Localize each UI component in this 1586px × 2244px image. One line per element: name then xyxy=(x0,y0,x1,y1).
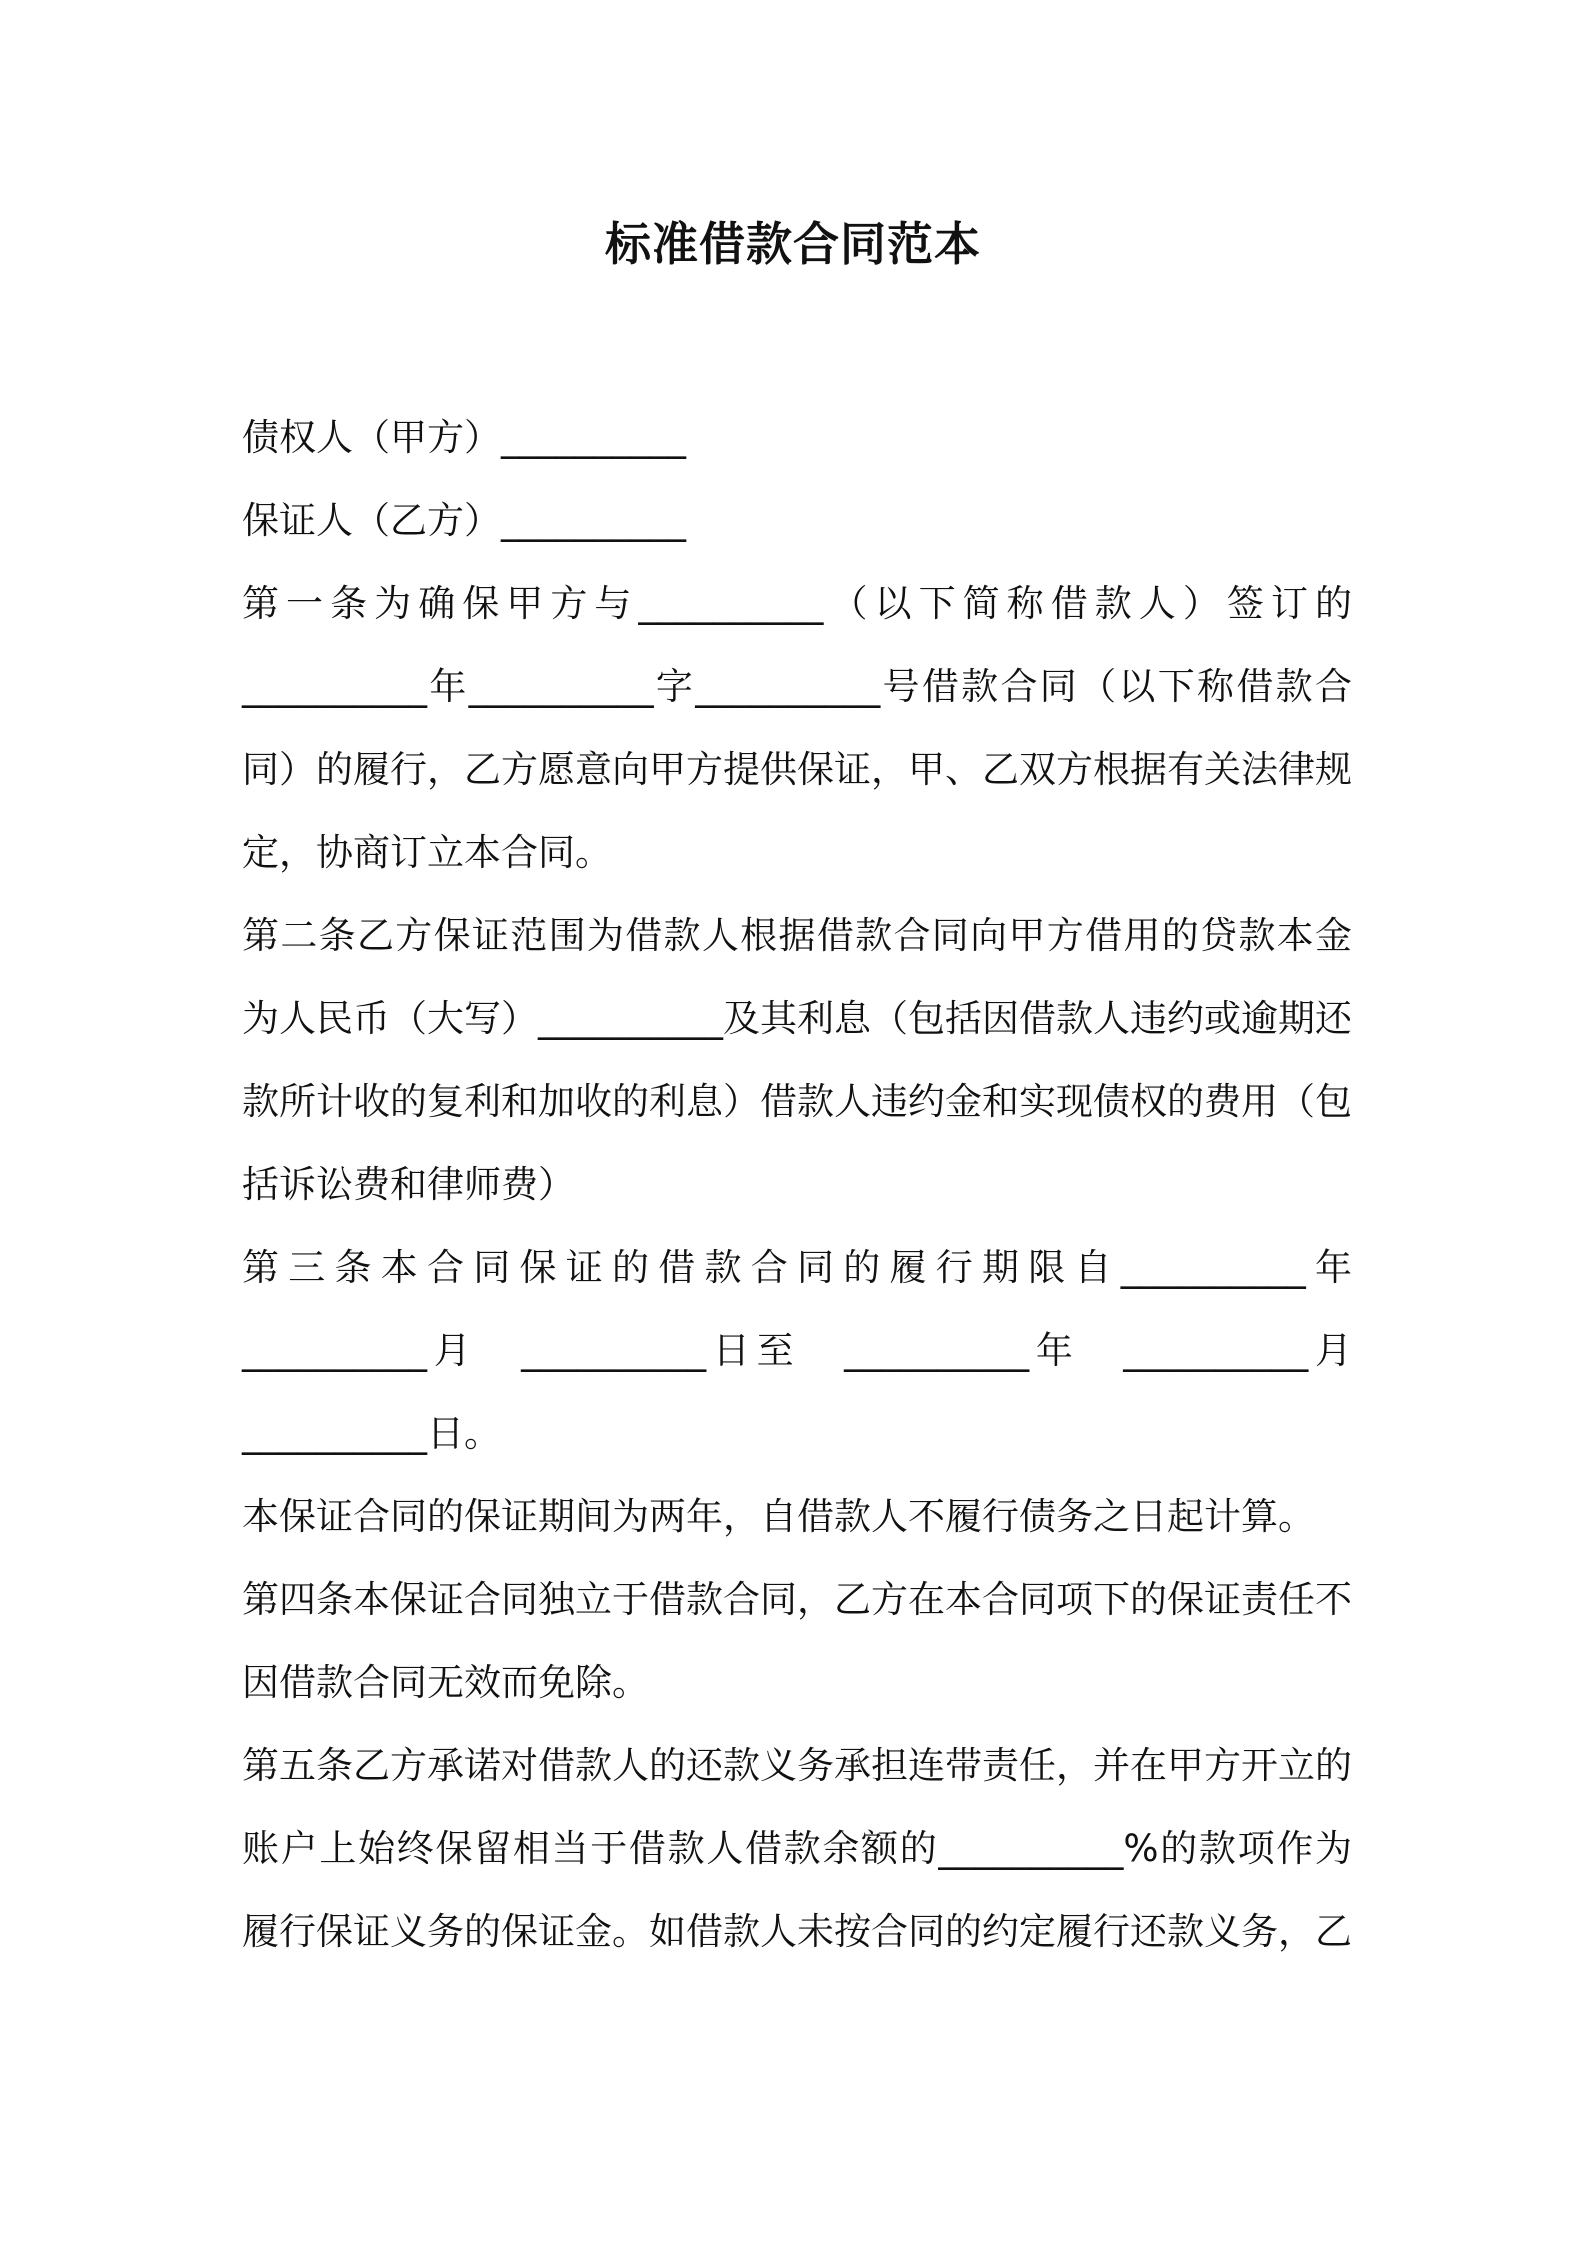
clause-5-line-3: 履行保证义务的保证金。如借款人未按合同的约定履行还款义务，乙 xyxy=(242,1910,1352,1953)
clause-1-line-2: __________年__________字__________号借款合同（以下称借款合 xyxy=(242,665,1352,708)
clause-2-line-1: 第二条乙方保证范围为借款人根据借款合同向甲方借用的贷款本金 xyxy=(242,914,1352,957)
clause-1-line-3: 同）的履行，乙方愿意向甲方提供保证，甲、乙双方根据有关法律规 xyxy=(242,748,1352,791)
creditor-line: 债权人（甲方）__________ xyxy=(242,416,686,459)
clause-5-line-2: 账户上始终保留相当于借款人借款余额的__________%的款项作为 xyxy=(242,1827,1352,1870)
clause-4-line-1: 第四条本保证合同独立于借款合同，乙方在本合同项下的保证责任不 xyxy=(242,1578,1352,1621)
guarantee-period-line: 本保证合同的保证期间为两年，自借款人不履行债务之日起计算。 xyxy=(242,1495,1315,1538)
document-title: 标准借款合同范本 xyxy=(605,217,981,271)
clause-4-line-2: 因借款合同无效而免除。 xyxy=(242,1661,649,1704)
clause-2-line-2: 为人民币（大写）__________及其利息（包括因借款人违约或逾期还 xyxy=(242,997,1352,1040)
clause-2-line-3: 款所计收的复利和加收的利息）借款人违约金和实现债权的费用（包 xyxy=(242,1080,1352,1123)
clause-1-line-1: 第一条为确保甲方与__________（以下简称借款人）签订的 xyxy=(242,582,1352,625)
guarantor-line: 保证人（乙方）__________ xyxy=(242,499,686,542)
clause-5-line-1: 第五条乙方承诺对借款人的还款义务承担连带责任，并在甲方开立的 xyxy=(242,1744,1352,1787)
clause-3-line-1: 第三条本合同保证的借款合同的履行期限自__________年 xyxy=(242,1246,1352,1289)
clause-2-line-4: 括诉讼费和律师费） xyxy=(242,1163,575,1206)
clause-1-line-4: 定，协商订立本合同。 xyxy=(242,831,612,874)
clause-3-line-3: __________日。 xyxy=(242,1412,501,1455)
clause-3-line-2: __________月 __________日至 __________年 __________月 xyxy=(242,1329,1352,1372)
